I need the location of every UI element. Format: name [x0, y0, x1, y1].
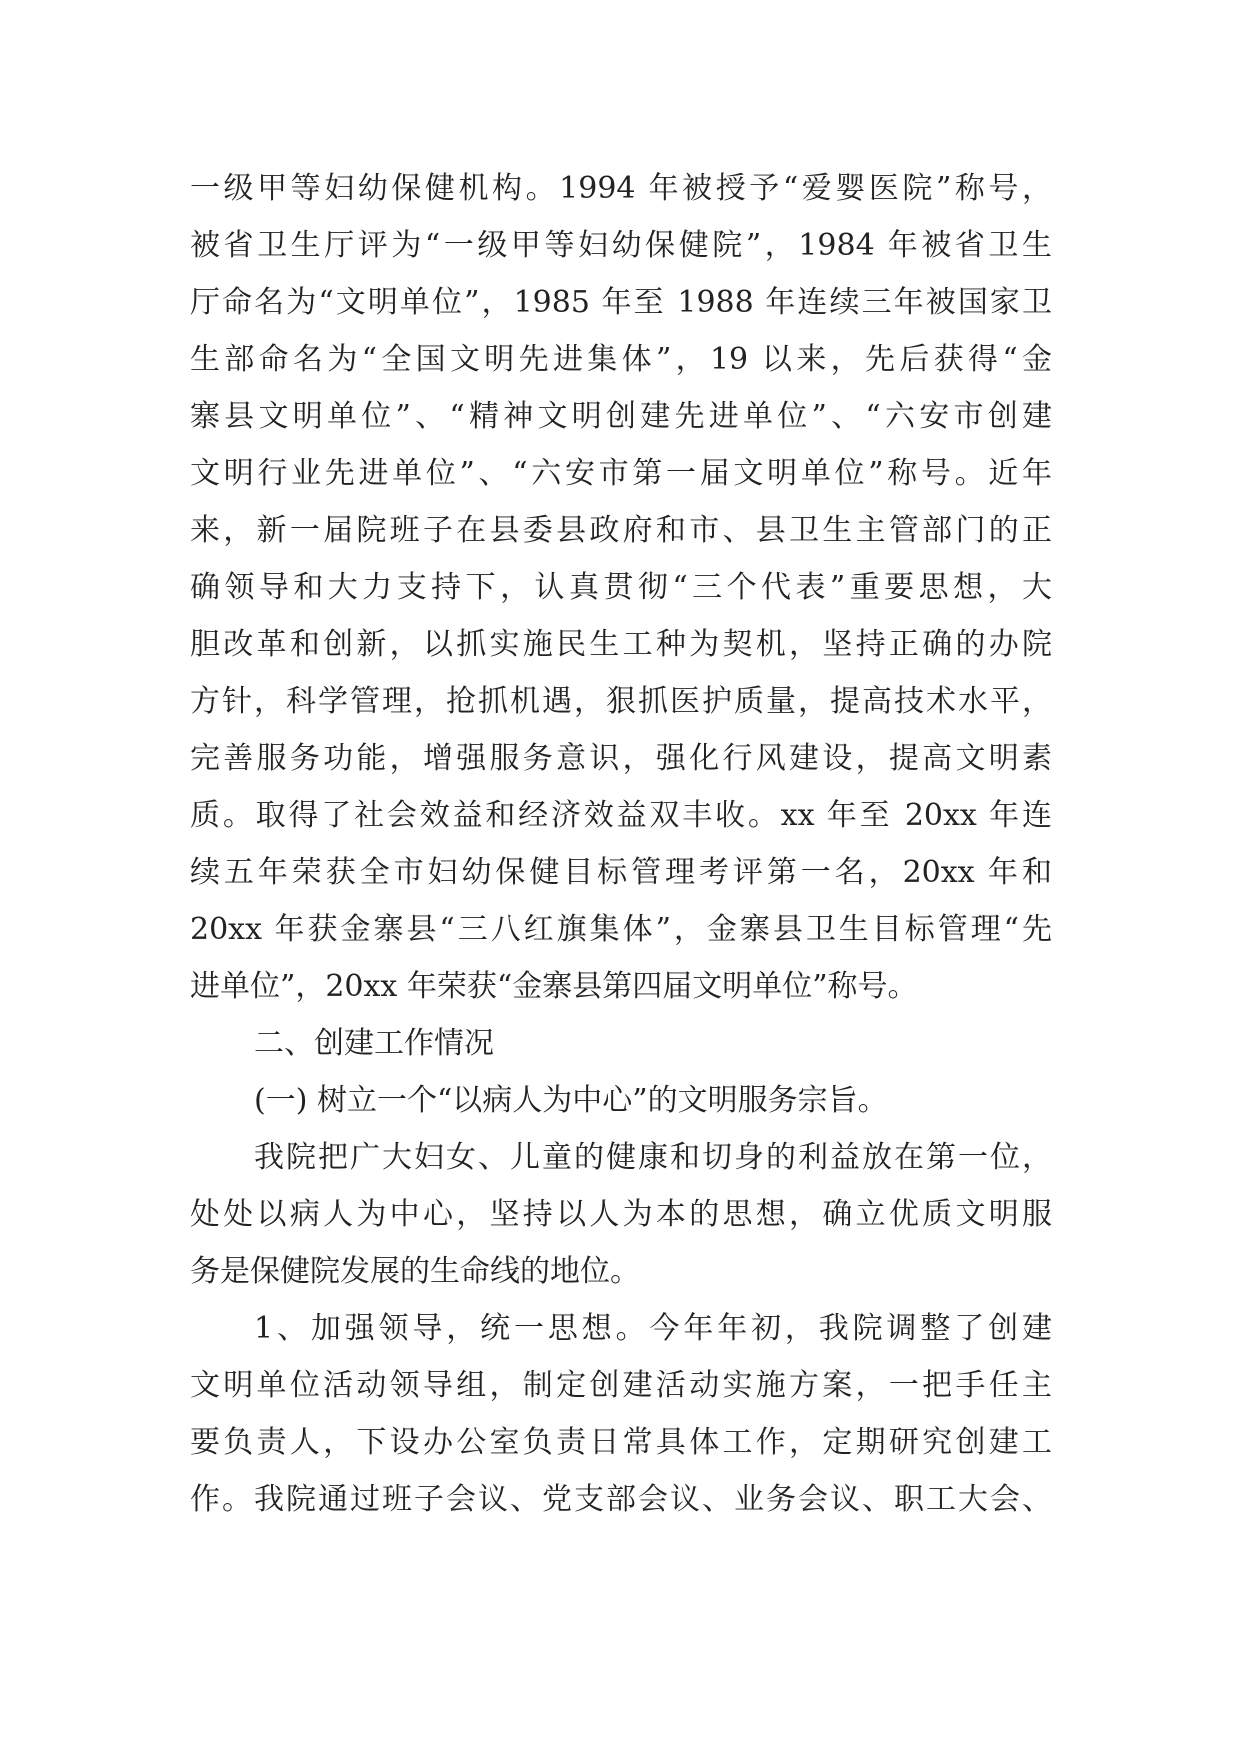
text-line: 文明单位活动领导组，制定创建活动实施方案，一把手任主 — [190, 1368, 1052, 1403]
text-line: 方针，科学管理，抢抓机遇，狠抓医护质量，提高技术水平， — [190, 684, 1052, 719]
text-line: 作。我院通过班子会议、党支部会议、业务会议、职工大会、 — [190, 1482, 1052, 1517]
text-line: 来，新一届院班子在县委县政府和市、县卫生主管部门的正 — [190, 513, 1052, 548]
paragraph-4 — [190, 1129, 1052, 1300]
text-line: 务是保健院发展的生命线的地位。 — [190, 1254, 640, 1289]
text-line: 确领导和大力支持下，认真贯彻“三个代表”重要思想，大 — [190, 570, 1052, 605]
section-heading — [190, 1015, 1052, 1072]
heading-line: 二、创建工作情况 — [254, 1026, 494, 1061]
text-line: 1、加强领导，统一思想。今年年初，我院调整了创建 — [254, 1311, 1052, 1346]
document-body — [190, 160, 1052, 1528]
text-line: 厅命名为“文明单位”，1985 年至 1988 年连续三年被国家卫 — [190, 285, 1052, 320]
text-line: 文明行业先进单位”、“六安市第一届文明单位”称号。近年 — [190, 456, 1052, 491]
text-line: 寨县文明单位”、“精神文明创建先进单位”、“六安市创建 — [190, 399, 1052, 434]
text-line: 一级甲等妇幼保健机构。1994 年被授予“爱婴医院”称号， — [190, 171, 1052, 206]
text-line: 处处以病人为中心，坚持以人为本的思想，确立优质文明服 — [190, 1197, 1052, 1232]
paragraph-1 — [190, 160, 1052, 1015]
subsection-heading — [190, 1072, 1052, 1129]
text-line: 生部命名为“全国文明先进集体”，19 以来，先后获得“金 — [190, 342, 1052, 377]
paragraph-5 — [190, 1300, 1052, 1528]
text-line: 要负责人，下设办公室负责日常具体工作，定期研究创建工 — [190, 1425, 1052, 1460]
text-line: 完善服务功能，增强服务意识，强化行风建设，提高文明素 — [190, 741, 1052, 776]
text-line: 20xx 年获金寨县“三八红旗集体”，金寨县卫生目标管理“先 — [190, 912, 1052, 947]
text-line: 质。取得了社会效益和经济效益双丰收。xx 年至 20xx 年连 — [190, 798, 1052, 833]
text-line: 进单位”，20xx 年荣获“金寨县第四届文明单位”称号。 — [190, 969, 918, 1004]
text-line: 我院把广大妇女、儿童的健康和切身的利益放在第一位， — [254, 1140, 1052, 1175]
text-line: 胆改革和创新，以抓实施民生工种为契机，坚持正确的办院 — [190, 627, 1052, 662]
heading-line: (一) 树立一个“以病人为中心”的文明服务宗旨。 — [254, 1083, 888, 1118]
text-line: 续五年荣获全市妇幼保健目标管理考评第一名，20xx 年和 — [190, 855, 1052, 890]
text-line: 被省卫生厅评为“一级甲等妇幼保健院”，1984 年被省卫生 — [190, 228, 1052, 263]
